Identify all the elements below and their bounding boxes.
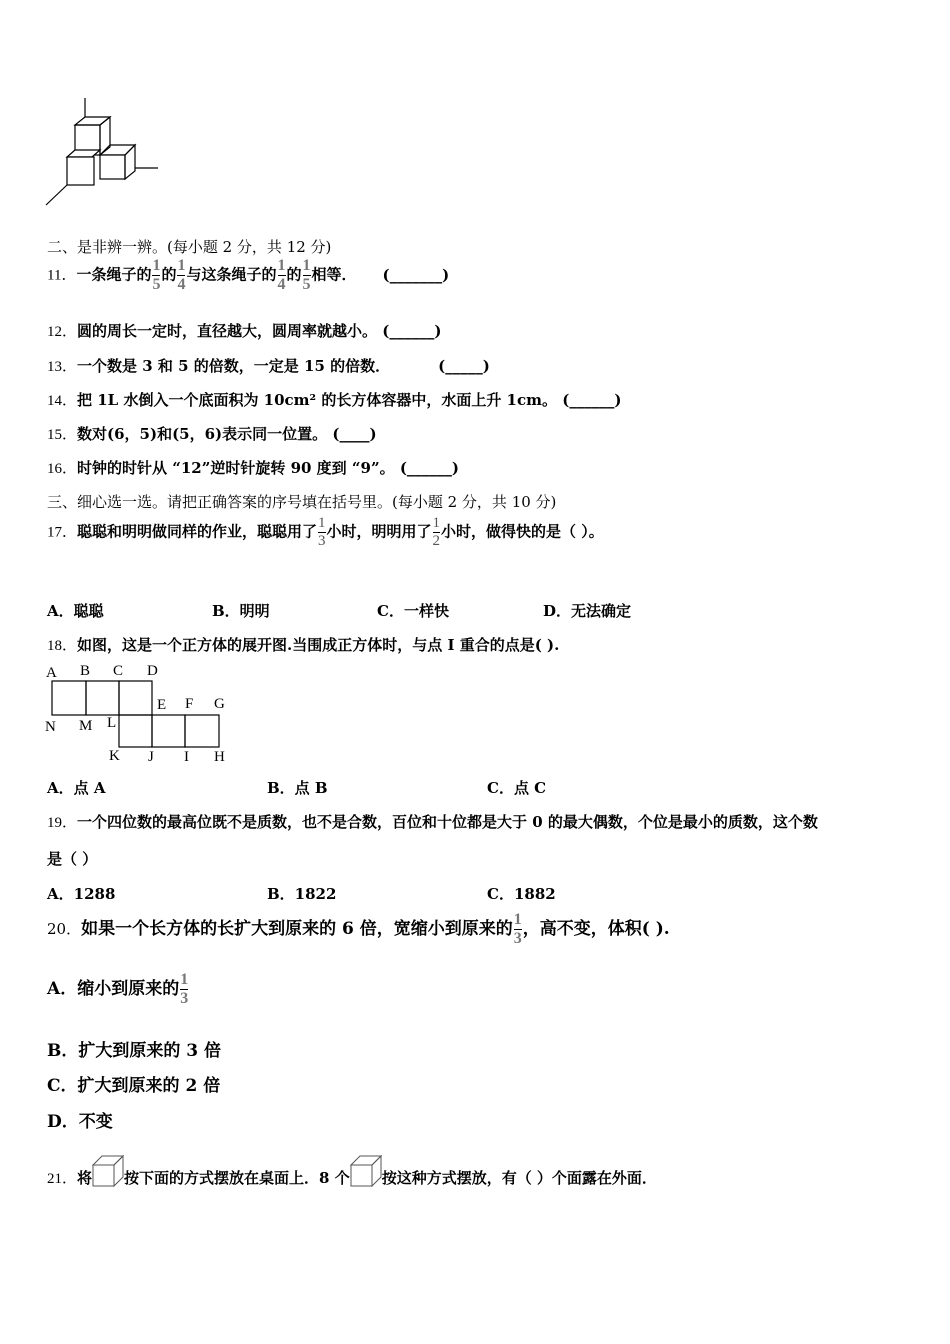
cube-icon xyxy=(350,1155,382,1187)
question-18: 18．如图，这是一个正方体的展开图.当围成正方体时，与点 I 重合的点是( ). xyxy=(47,636,560,654)
section-2-heading: 二、是非辨一辨。(每小题 2 分，共 12 分) xyxy=(47,238,332,256)
option-d[interactable]: D．不变 xyxy=(47,1112,113,1132)
net-label-k: K xyxy=(109,748,120,764)
net-label-j: J xyxy=(148,749,154,765)
net-label-l: L xyxy=(107,715,117,731)
question-11: 11．一条绳子的 $\frac{1}{5}$ 的 $\frac{1}{4}$ 与这条绳子的 $\frac{1}{4}$ 的 $\frac{1}{5}$ 相等． (_______) xyxy=(47,257,450,293)
fraction: $\frac{1}{4}$ xyxy=(277,257,286,293)
answer-blank[interactable]: (_____) xyxy=(438,357,490,375)
question-16: 16．时钟的时针从 “12”逆时针旋转 90 度到 “9”。 (______) xyxy=(47,459,460,477)
net-label-g: G xyxy=(214,696,225,712)
fraction: $\frac{1}{2}$ xyxy=(432,515,441,549)
net-label-b: B xyxy=(80,663,91,679)
fraction: $\frac{1}{5}$ xyxy=(152,257,161,293)
option-a[interactable]: A．1288 xyxy=(47,885,116,903)
net-label-e: E xyxy=(157,697,167,713)
fraction: $\frac{1}{3}$ xyxy=(318,515,326,549)
question-20: 20．如果一个长方体的长扩大到原来的 6 倍，宽缩小到原来的 $\frac{1}{3}$ ，高不变，体积( ). xyxy=(47,911,670,947)
option-b[interactable]: B．点 B xyxy=(267,779,328,797)
fraction: $\frac{1}{4}$ xyxy=(177,257,186,293)
section-3-heading: 三、细心选一选。请把正确答案的序号填在括号里。(每小题 2 分，共 10 分) xyxy=(47,493,557,511)
option-b[interactable]: B．扩大到原来的 3 倍 xyxy=(47,1041,222,1061)
question-14: 14．把 1L 水倒入一个底面积为 10cm² 的长方体容器中，水面上升 1cm。 (______) xyxy=(47,391,622,409)
question-17: 17．聪聪和明明做同样的作业，聪聪用了 $\frac{1}{3}$ 小时，明明用了 $\frac{1}{2}$ 小时，做得快的是（ ）。 xyxy=(47,515,604,549)
cube-stack-figure xyxy=(40,95,170,210)
option-a[interactable]: A．聪聪 xyxy=(47,602,104,620)
net-label-d: D xyxy=(147,663,158,679)
option-a[interactable]: A．点 A xyxy=(47,779,106,797)
net-label-a: A xyxy=(46,665,57,681)
option-b[interactable]: B．1822 xyxy=(267,885,337,903)
net-label-i: I xyxy=(184,749,189,765)
question-21: 21．将 按下面的方式摆放在桌面上．8 个 按这种方式摆放，有（ ）个面露在外面． xyxy=(47,1155,657,1188)
fraction: $\frac{1}{3}$ xyxy=(513,911,522,947)
question-15: 15．数对(6，5)和(5，6)表示同一位置。 (____) xyxy=(47,425,377,443)
question-19: 19．一个四位数的最高位既不是质数，也不是合数，百位和十位都是大于 0 的最大偶数，个位是最小的质数，这个数 xyxy=(47,813,818,831)
net-label-h: H xyxy=(214,749,225,765)
answer-blank[interactable]: (_______) xyxy=(382,265,450,284)
option-a[interactable]: A．缩小到原来的 $\frac{1}{3}$ xyxy=(47,971,189,1007)
option-c[interactable]: C．扩大到原来的 2 倍 xyxy=(47,1076,221,1096)
option-c[interactable]: C．一样快 xyxy=(377,602,449,620)
net-label-n: N xyxy=(45,719,56,735)
question-19-line-2: 是（ ） xyxy=(47,850,98,868)
option-b[interactable]: B．明明 xyxy=(212,602,270,620)
question-number: 11． xyxy=(47,267,77,284)
net-label-c: C xyxy=(113,663,124,679)
fraction: $\frac{1}{5}$ xyxy=(302,257,311,293)
net-label-m: M xyxy=(79,718,93,734)
fraction: $\frac{1}{3}$ xyxy=(180,971,189,1007)
option-d[interactable]: D．无法确定 xyxy=(543,602,632,620)
option-c[interactable]: C．1882 xyxy=(487,885,556,903)
cube-icon xyxy=(92,1155,124,1187)
question-12: 12．圆的周长一定时，直径越大，圆周率就越小。 (______) xyxy=(47,322,442,340)
option-c[interactable]: C．点 C xyxy=(487,779,547,797)
net-label-f: F xyxy=(185,696,194,712)
cube-net-figure xyxy=(44,660,244,768)
question-13: 13．一个数是 3 和 5 的倍数，一定是 15 的倍数． (_____) xyxy=(47,357,490,375)
